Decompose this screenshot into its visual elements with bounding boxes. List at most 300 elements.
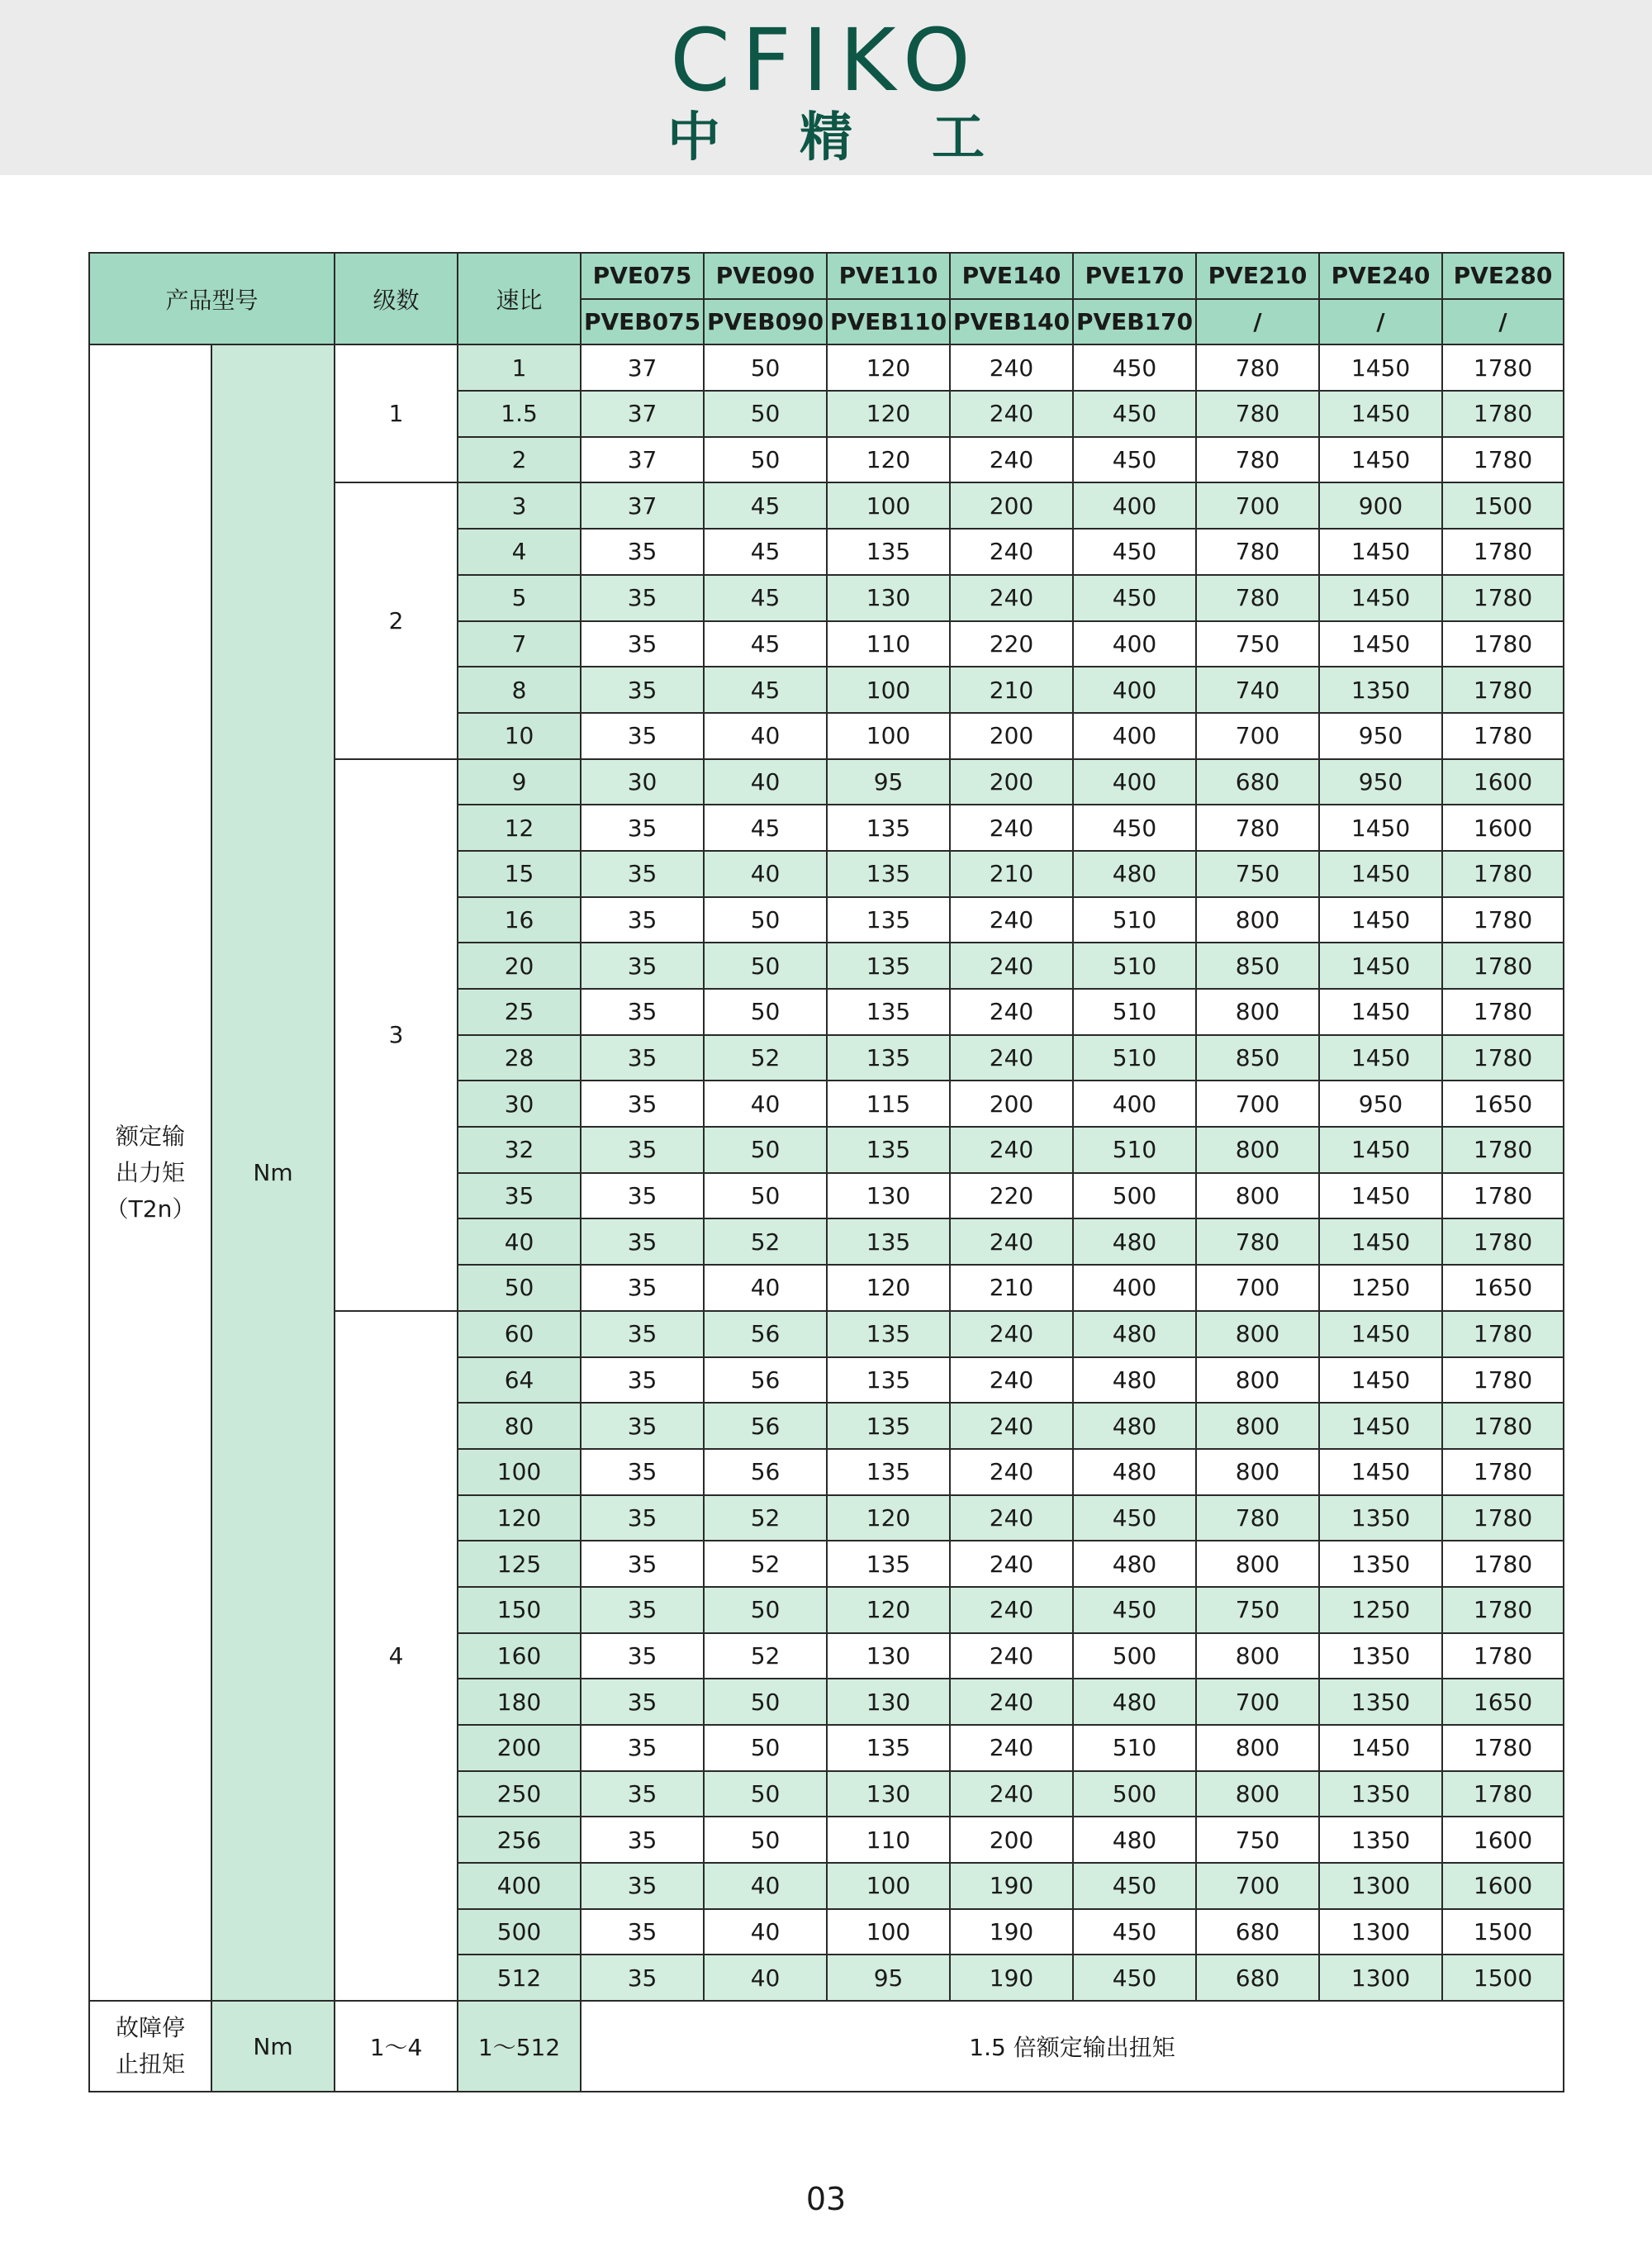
- emergency-stop-row: [89, 2001, 1564, 2092]
- torque-value: 400: [1073, 482, 1196, 529]
- ratio-cell: 20: [458, 943, 581, 989]
- torque-value: 130: [827, 1679, 950, 1725]
- model-name-alt: /: [1319, 299, 1442, 345]
- torque-value: 1780: [1442, 529, 1564, 575]
- torque-value: 780: [1196, 575, 1319, 621]
- brand-char: 工: [932, 107, 985, 169]
- torque-value: 50: [704, 1679, 827, 1725]
- torque-value: 1450: [1319, 575, 1442, 621]
- torque-value: 135: [827, 1449, 950, 1495]
- torque-value: 37: [581, 437, 704, 483]
- torque-value: 480: [1073, 1218, 1196, 1265]
- ratio-cell: 512: [458, 1955, 581, 2001]
- torque-value: 50: [704, 1173, 827, 1219]
- model-name-alt: PVEB110: [827, 299, 950, 345]
- ratio-cell: 30: [458, 1081, 581, 1127]
- torque-value: 240: [950, 529, 1073, 575]
- torque-value: 240: [950, 897, 1073, 943]
- torque-value: 1450: [1319, 1127, 1442, 1173]
- torque-value: 45: [704, 529, 827, 575]
- torque-value: 1500: [1442, 1909, 1564, 1955]
- torque-value: 35: [581, 805, 704, 851]
- torque-value: 50: [704, 943, 827, 989]
- torque-value: 800: [1196, 1173, 1319, 1219]
- torque-value: 1450: [1319, 1357, 1442, 1404]
- brand-logo: [0, 10, 1652, 169]
- torque-value: 450: [1073, 529, 1196, 575]
- torque-value: 50: [704, 391, 827, 437]
- torque-value: 35: [581, 1863, 704, 1909]
- torque-value: 45: [704, 805, 827, 851]
- ratio-cell: 40: [458, 1218, 581, 1265]
- ratio-cell: 400: [458, 1863, 581, 1909]
- torque-value: 35: [581, 1265, 704, 1311]
- torque-value: 1780: [1442, 1541, 1564, 1587]
- torque-value: 1500: [1442, 482, 1564, 529]
- torque-value: 1350: [1319, 1541, 1442, 1587]
- torque-value: 800: [1196, 1633, 1319, 1679]
- torque-value: 50: [704, 344, 827, 391]
- ratio-cell: 1.5: [458, 391, 581, 437]
- model-name-alt: PVEB090: [704, 299, 827, 345]
- torque-value: 50: [704, 1127, 827, 1173]
- torque-value: 1450: [1319, 805, 1442, 851]
- torque-value: 120: [827, 391, 950, 437]
- torque-value: 450: [1073, 391, 1196, 437]
- ratio-cell: 80: [458, 1403, 581, 1449]
- torque-value: 50: [704, 437, 827, 483]
- torque-value: 510: [1073, 1725, 1196, 1771]
- label-line: 额定输: [115, 1122, 185, 1150]
- torque-value: 50: [704, 1771, 827, 1817]
- model-name: PVE140: [950, 253, 1073, 299]
- torque-value: 1450: [1319, 1173, 1442, 1219]
- torque-value: 780: [1196, 437, 1319, 483]
- rated-torque-label: [89, 344, 211, 2001]
- torque-value: 1780: [1442, 1218, 1564, 1265]
- torque-value: 130: [827, 1771, 950, 1817]
- torque-value: 1780: [1442, 713, 1564, 759]
- torque-value: 135: [827, 989, 950, 1035]
- torque-value: 1600: [1442, 1863, 1564, 1909]
- torque-value: 450: [1073, 1863, 1196, 1909]
- torque-value: 1600: [1442, 759, 1564, 805]
- torque-value: 240: [950, 437, 1073, 483]
- torque-value: 35: [581, 1541, 704, 1587]
- torque-value: 240: [950, 805, 1073, 851]
- rated-torque-unit: Nm: [211, 344, 335, 2001]
- ratio-cell: 60: [458, 1311, 581, 1357]
- torque-value: 780: [1196, 1218, 1319, 1265]
- torque-value: 1250: [1319, 1587, 1442, 1633]
- torque-value: 500: [1073, 1173, 1196, 1219]
- torque-value: 240: [950, 1587, 1073, 1633]
- torque-value: 950: [1319, 759, 1442, 805]
- model-name-alt: PVEB075: [581, 299, 704, 345]
- torque-value: 35: [581, 1633, 704, 1679]
- ratio-cell: 1: [458, 344, 581, 391]
- torque-value: 800: [1196, 1771, 1319, 1817]
- torque-value: 1450: [1319, 391, 1442, 437]
- torque-value: 50: [704, 1817, 827, 1863]
- torque-value: 450: [1073, 575, 1196, 621]
- torque-value: 1780: [1442, 1587, 1564, 1633]
- torque-value: 740: [1196, 667, 1319, 713]
- torque-value: 850: [1196, 943, 1319, 989]
- stage-cell: 3: [335, 759, 458, 1311]
- torque-value: 240: [950, 1633, 1073, 1679]
- torque-value: 45: [704, 575, 827, 621]
- torque-value: 135: [827, 805, 950, 851]
- torque-value: 1450: [1319, 851, 1442, 897]
- ratio-cell: 256: [458, 1817, 581, 1863]
- torque-value: 780: [1196, 805, 1319, 851]
- torque-value: 240: [950, 1725, 1073, 1771]
- ratio-cell: 25: [458, 989, 581, 1035]
- torque-value: 190: [950, 1955, 1073, 2001]
- torque-value: 700: [1196, 482, 1319, 529]
- torque-value: 450: [1073, 805, 1196, 851]
- torque-value: 800: [1196, 1725, 1319, 1771]
- torque-value: 210: [950, 851, 1073, 897]
- torque-value: 950: [1319, 713, 1442, 759]
- torque-value: 100: [827, 1863, 950, 1909]
- torque-value: 450: [1073, 437, 1196, 483]
- torque-value: 210: [950, 667, 1073, 713]
- torque-value: 135: [827, 1035, 950, 1081]
- stage-cell: 4: [335, 1311, 458, 2001]
- torque-value: 35: [581, 667, 704, 713]
- torque-value: 120: [827, 1587, 950, 1633]
- torque-value: 35: [581, 989, 704, 1035]
- torque-value: 35: [581, 1817, 704, 1863]
- torque-value: 56: [704, 1403, 827, 1449]
- torque-value: 130: [827, 1633, 950, 1679]
- torque-value: 800: [1196, 989, 1319, 1035]
- torque-value: 1780: [1442, 1725, 1564, 1771]
- torque-value: 1350: [1319, 667, 1442, 713]
- torque-value: 56: [704, 1449, 827, 1495]
- ratio-cell: 4: [458, 529, 581, 575]
- torque-value: 1780: [1442, 851, 1564, 897]
- brand-char: 精: [800, 107, 852, 169]
- torque-value: 35: [581, 529, 704, 575]
- torque-value: 1300: [1319, 1909, 1442, 1955]
- torque-value: 800: [1196, 1357, 1319, 1404]
- torque-value: 37: [581, 391, 704, 437]
- torque-value: 56: [704, 1311, 827, 1357]
- torque-value: 240: [950, 1357, 1073, 1404]
- torque-value: 35: [581, 575, 704, 621]
- torque-value: 40: [704, 1265, 827, 1311]
- torque-value: 190: [950, 1909, 1073, 1955]
- torque-value: 200: [950, 1817, 1073, 1863]
- torque-value: 130: [827, 1173, 950, 1219]
- torque-value: 480: [1073, 1679, 1196, 1725]
- torque-value: 1350: [1319, 1633, 1442, 1679]
- torque-value: 450: [1073, 1909, 1196, 1955]
- torque-value: 1450: [1319, 1725, 1442, 1771]
- ratio-cell: 150: [458, 1587, 581, 1633]
- torque-value: 680: [1196, 1955, 1319, 2001]
- label-line: 出力矩: [115, 1158, 185, 1186]
- model-label: 产品型号: [89, 253, 335, 344]
- ratio-cell: 200: [458, 1725, 581, 1771]
- torque-value: 240: [950, 1771, 1073, 1817]
- torque-value: 135: [827, 1311, 950, 1357]
- ratio-cell: 16: [458, 897, 581, 943]
- torque-value: 680: [1196, 759, 1319, 805]
- torque-value: 1600: [1442, 805, 1564, 851]
- torque-value: 35: [581, 1311, 704, 1357]
- torque-value: 35: [581, 1725, 704, 1771]
- torque-value: 135: [827, 851, 950, 897]
- torque-value: 35: [581, 1357, 704, 1404]
- torque-value: 950: [1319, 1081, 1442, 1127]
- torque-value: 52: [704, 1495, 827, 1541]
- torque-value: 50: [704, 1587, 827, 1633]
- torque-value: 240: [950, 575, 1073, 621]
- torque-value: 130: [827, 575, 950, 621]
- torque-value: 800: [1196, 897, 1319, 943]
- torque-value: 1300: [1319, 1863, 1442, 1909]
- torque-value: 240: [950, 344, 1073, 391]
- torque-value: 40: [704, 713, 827, 759]
- torque-value: 800: [1196, 1449, 1319, 1495]
- torque-value: 45: [704, 667, 827, 713]
- torque-value: 30: [581, 759, 704, 805]
- torque-value: 1780: [1442, 1495, 1564, 1541]
- torque-value: 400: [1073, 713, 1196, 759]
- torque-value: 1780: [1442, 1357, 1564, 1404]
- torque-value: 1780: [1442, 1127, 1564, 1173]
- emergency-ratio: 1～512: [458, 2001, 581, 2092]
- torque-value: 135: [827, 529, 950, 575]
- torque-value: 50: [704, 1725, 827, 1771]
- ratio-cell: 5: [458, 575, 581, 621]
- torque-value: 200: [950, 713, 1073, 759]
- torque-value: 400: [1073, 621, 1196, 667]
- torque-value: 700: [1196, 1265, 1319, 1311]
- brand-name-en: CFIKO: [670, 10, 982, 111]
- torque-value: 400: [1073, 1265, 1196, 1311]
- ratio-cell: 32: [458, 1127, 581, 1173]
- ratio-cell: 125: [458, 1541, 581, 1587]
- torque-value: 800: [1196, 1541, 1319, 1587]
- torque-value: 240: [950, 391, 1073, 437]
- torque-value: 1350: [1319, 1679, 1442, 1725]
- torque-value: 780: [1196, 529, 1319, 575]
- torque-value: 1780: [1442, 1403, 1564, 1449]
- torque-value: 35: [581, 943, 704, 989]
- ratio-cell: 120: [458, 1495, 581, 1541]
- torque-value: 780: [1196, 1495, 1319, 1541]
- ratio-cell: 180: [458, 1679, 581, 1725]
- torque-value: 35: [581, 713, 704, 759]
- ratio-cell: 160: [458, 1633, 581, 1679]
- torque-value: 240: [950, 1679, 1073, 1725]
- model-name-alt: /: [1442, 299, 1564, 345]
- torque-value: 40: [704, 1909, 827, 1955]
- torque-value: 400: [1073, 759, 1196, 805]
- torque-value: 240: [950, 1449, 1073, 1495]
- torque-value: 510: [1073, 1127, 1196, 1173]
- torque-value: 40: [704, 1081, 827, 1127]
- stage-cell: 1: [335, 344, 458, 482]
- torque-value: 35: [581, 1771, 704, 1817]
- torque-value: 35: [581, 1081, 704, 1127]
- torque-value: 240: [950, 989, 1073, 1035]
- torque-value: 35: [581, 621, 704, 667]
- torque-value: 1650: [1442, 1679, 1564, 1725]
- page-header: [0, 0, 1652, 175]
- torque-value: 135: [827, 1218, 950, 1265]
- torque-value: 1780: [1442, 344, 1564, 391]
- torque-value: 35: [581, 1218, 704, 1265]
- torque-value: 210: [950, 1265, 1073, 1311]
- torque-value: 1450: [1319, 529, 1442, 575]
- torque-value: 1450: [1319, 437, 1442, 483]
- torque-value: 1780: [1442, 575, 1564, 621]
- stage-label: 级数: [335, 253, 458, 344]
- model-name: PVE280: [1442, 253, 1564, 299]
- torque-value: 1350: [1319, 1817, 1442, 1863]
- ratio-cell: 3: [458, 482, 581, 529]
- torque-value: 500: [1073, 1633, 1196, 1679]
- torque-value: 480: [1073, 1311, 1196, 1357]
- torque-value: 35: [581, 1679, 704, 1725]
- torque-value: 135: [827, 1725, 950, 1771]
- torque-value: 135: [827, 1541, 950, 1587]
- torque-value: 35: [581, 1173, 704, 1219]
- brand-name-cn: [0, 109, 1652, 167]
- torque-value: 680: [1196, 1909, 1319, 1955]
- ratio-cell: 500: [458, 1909, 581, 1955]
- torque-value: 52: [704, 1633, 827, 1679]
- model-name-alt: PVEB170: [1073, 299, 1196, 345]
- emergency-torque-label: [89, 2001, 211, 2092]
- ratio-cell: 10: [458, 713, 581, 759]
- torque-value: 50: [704, 897, 827, 943]
- model-name: PVE170: [1073, 253, 1196, 299]
- ratio-cell: 35: [458, 1173, 581, 1219]
- torque-value: 480: [1073, 1449, 1196, 1495]
- torque-value: 240: [950, 1127, 1073, 1173]
- torque-value: 1780: [1442, 897, 1564, 943]
- torque-value: 120: [827, 344, 950, 391]
- torque-value: 1450: [1319, 1218, 1442, 1265]
- torque-value: 190: [950, 1863, 1073, 1909]
- torque-value: 1780: [1442, 1311, 1564, 1357]
- torque-value: 35: [581, 1955, 704, 2001]
- torque-value: 780: [1196, 391, 1319, 437]
- torque-value: 1780: [1442, 667, 1564, 713]
- torque-value: 35: [581, 1127, 704, 1173]
- torque-value: 1650: [1442, 1081, 1564, 1127]
- torque-value: 50: [704, 989, 827, 1035]
- torque-value: 750: [1196, 851, 1319, 897]
- ratio-cell: 2: [458, 437, 581, 483]
- torque-value: 52: [704, 1541, 827, 1587]
- model-name: PVE240: [1319, 253, 1442, 299]
- torque-value: 200: [950, 759, 1073, 805]
- torque-value: 1450: [1319, 1035, 1442, 1081]
- torque-value: 100: [827, 1909, 950, 1955]
- table-row: [89, 344, 1564, 391]
- model-name: PVE090: [704, 253, 827, 299]
- torque-value: 480: [1073, 1357, 1196, 1404]
- torque-value: 1500: [1442, 1955, 1564, 2001]
- torque-value: 750: [1196, 1587, 1319, 1633]
- torque-value: 1450: [1319, 989, 1442, 1035]
- torque-value: 700: [1196, 1679, 1319, 1725]
- torque-value: 1780: [1442, 1771, 1564, 1817]
- torque-value: 100: [827, 713, 950, 759]
- torque-value: 110: [827, 1817, 950, 1863]
- torque-value: 35: [581, 1909, 704, 1955]
- ratio-cell: 8: [458, 667, 581, 713]
- torque-value: 500: [1073, 1771, 1196, 1817]
- torque-value: 135: [827, 1127, 950, 1173]
- torque-value: 40: [704, 851, 827, 897]
- torque-value: 37: [581, 482, 704, 529]
- torque-value: 40: [704, 1863, 827, 1909]
- torque-value: 240: [950, 1403, 1073, 1449]
- torque-value: 35: [581, 1495, 704, 1541]
- torque-value: 135: [827, 1357, 950, 1404]
- torque-value: 52: [704, 1035, 827, 1081]
- model-name: PVE075: [581, 253, 704, 299]
- torque-value: 700: [1196, 1863, 1319, 1909]
- ratio-cell: 9: [458, 759, 581, 805]
- torque-value: 1780: [1442, 621, 1564, 667]
- torque-value: 480: [1073, 1817, 1196, 1863]
- torque-value: 200: [950, 482, 1073, 529]
- torque-value: 1450: [1319, 943, 1442, 989]
- torque-value: 1600: [1442, 1817, 1564, 1863]
- torque-value: 800: [1196, 1311, 1319, 1357]
- torque-value: 750: [1196, 1817, 1319, 1863]
- torque-value: 95: [827, 759, 950, 805]
- torque-value: 1780: [1442, 1173, 1564, 1219]
- torque-value: 700: [1196, 713, 1319, 759]
- torque-value: 1350: [1319, 1495, 1442, 1541]
- page-number: 03: [805, 2181, 847, 2217]
- header-row-1: [89, 253, 1564, 299]
- ratio-cell: 64: [458, 1357, 581, 1404]
- torque-value: 52: [704, 1218, 827, 1265]
- emergency-unit: Nm: [211, 2001, 335, 2092]
- torque-value: 1780: [1442, 1035, 1564, 1081]
- torque-value: 480: [1073, 851, 1196, 897]
- ratio-cell: 15: [458, 851, 581, 897]
- model-name: PVE110: [827, 253, 950, 299]
- torque-value: 100: [827, 482, 950, 529]
- torque-value: 35: [581, 1587, 704, 1633]
- torque-value: 1450: [1319, 621, 1442, 667]
- torque-value: 480: [1073, 1403, 1196, 1449]
- torque-value: 35: [581, 897, 704, 943]
- torque-value: 115: [827, 1081, 950, 1127]
- stage-cell: 2: [335, 482, 458, 758]
- ratio-cell: 28: [458, 1035, 581, 1081]
- model-name-alt: /: [1196, 299, 1319, 345]
- torque-value: 780: [1196, 344, 1319, 391]
- torque-value: 1350: [1319, 1771, 1442, 1817]
- torque-value: 1450: [1319, 344, 1442, 391]
- torque-value: 800: [1196, 1403, 1319, 1449]
- torque-value: 400: [1073, 667, 1196, 713]
